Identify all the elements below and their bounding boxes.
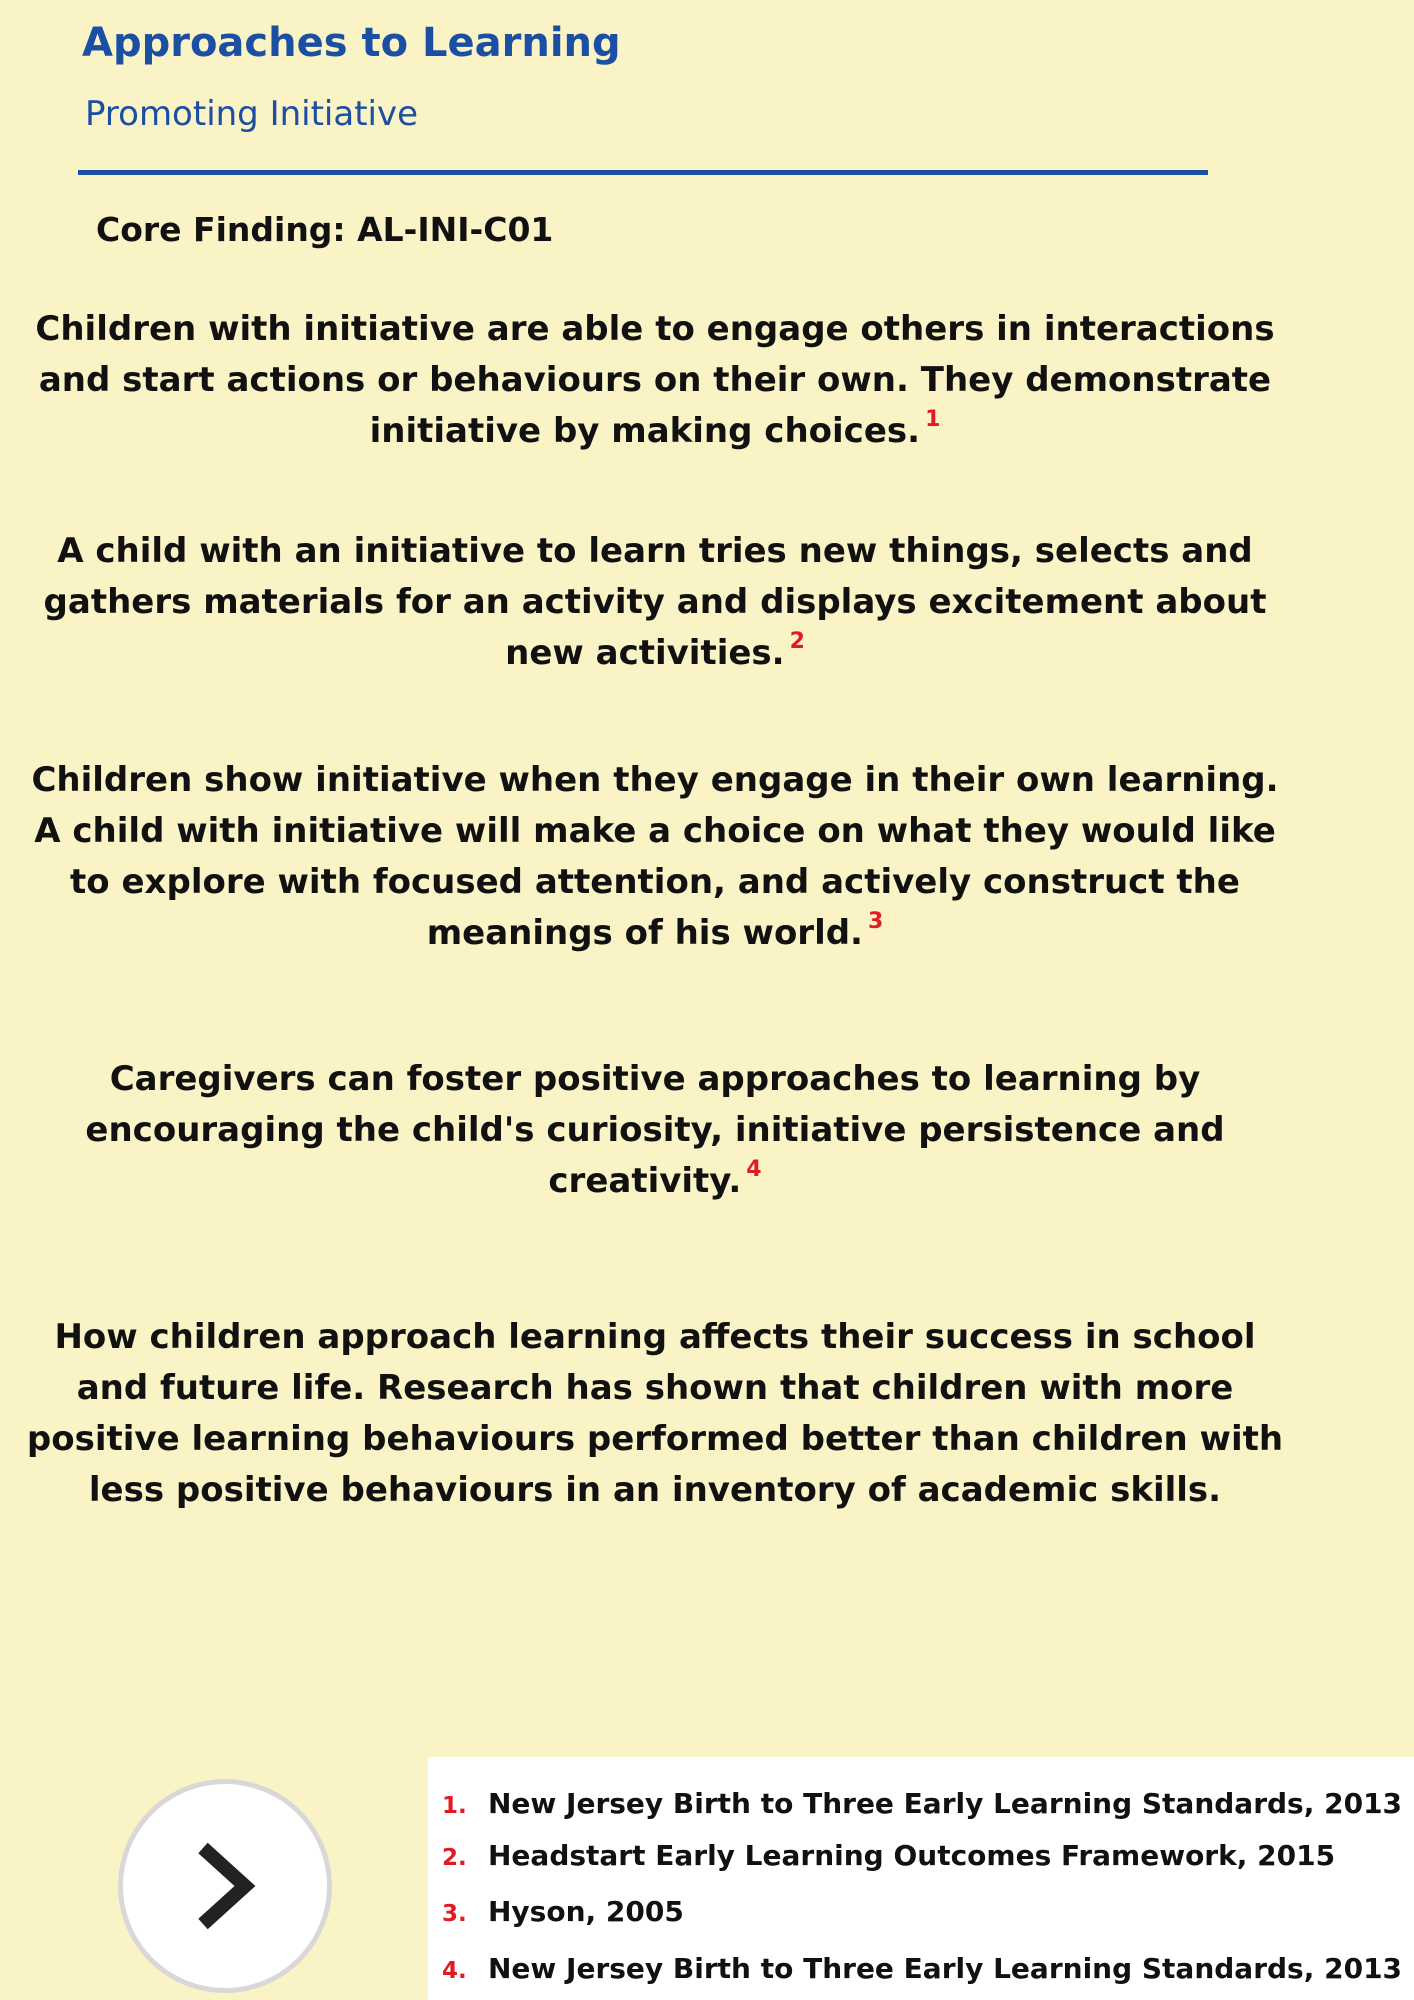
reference-number: 4. [442, 1958, 467, 1984]
reference-marker: 2 [789, 628, 805, 654]
reference-item [442, 1839, 1335, 1872]
header-divider [78, 170, 1208, 175]
paragraph-text: Caregivers can foster positive approaches to learning by encouraging the child's curiosity, initiative persistence and creativity. [85, 1059, 1225, 1201]
reference-marker: 4 [746, 1156, 762, 1182]
reference-marker: 3 [867, 908, 884, 934]
reference-text: New Jersey Birth to Three Early Learning Standards, 2013 [488, 1952, 1403, 1985]
finding-paragraph [20, 1312, 1290, 1516]
reference-number: 1. [442, 1793, 467, 1819]
reference-number: 2. [442, 1845, 467, 1871]
finding-paragraph [20, 304, 1290, 457]
reference-marker: 1 [925, 406, 941, 432]
finding-paragraph [20, 526, 1290, 679]
paragraph-text: How children approach learning affects their success in school and future life. Research has shown that children with more positive learning behaviours performed better than children with less positive behaviours in an inventory of academic skills. [26, 1317, 1284, 1510]
chevron-right-icon [185, 1836, 265, 1936]
next-button[interactable] [118, 1779, 332, 1993]
paragraph-text: Children show initiative when they engage in their own learning. A child with initiative will make a choice on what they would like to explore with focused attention, and actively construct the meanings of his world. [31, 760, 1279, 953]
reference-item [442, 1787, 1402, 1820]
finding-paragraph [20, 755, 1290, 959]
page-subtitle: Promoting Initiative [85, 94, 419, 134]
reference-text: Hyson, 2005 [488, 1895, 684, 1928]
page-title: Approaches to Learning [82, 20, 621, 66]
reference-number: 3. [442, 1901, 467, 1927]
paragraph-text: A child with an initiative to learn tries new things, selects and gathers materials for an activity and displays excitement about new activities. [43, 531, 1267, 673]
finding-paragraph [20, 1054, 1290, 1207]
reference-text: New Jersey Birth to Three Early Learning Standards, 2013 [488, 1787, 1403, 1820]
paragraph-text: Children with initiative are able to engage others in interactions and start actions or behaviours on their own. They demonstrate initiative by making choices. [35, 309, 1275, 451]
reference-text: Headstart Early Learning Outcomes Framework, 2015 [488, 1839, 1336, 1872]
reference-item [442, 1952, 1402, 1985]
references-panel [428, 1757, 1414, 2000]
core-finding-label: Core Finding: AL-INI-C01 [96, 210, 554, 249]
reference-item [442, 1895, 684, 1928]
